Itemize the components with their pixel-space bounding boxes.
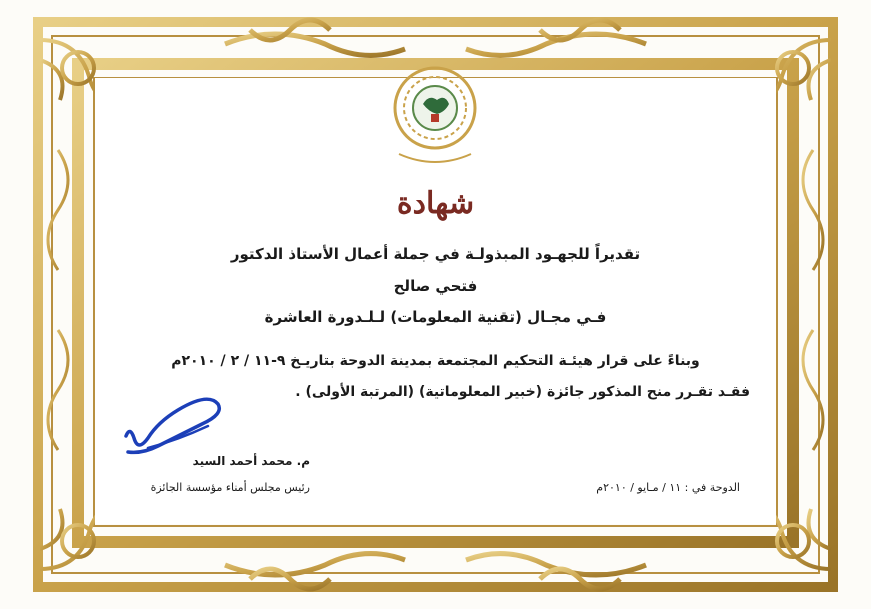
decision-line: وبناءً على قرار هيئـة التحكيم المجتمعة بمدينة الدوحة بتاريـخ ٩-١١ / ٢ / ٢٠١٠م [171, 353, 700, 369]
signer-name: م. محمد أحمد السيد [192, 454, 310, 468]
award-emblem-icon [385, 62, 485, 172]
signature-icon [118, 392, 228, 462]
place-and-date: الدوحة في : ١١ / مـايو / ٢٠١٠م [596, 481, 740, 494]
award-line: فقـد تقـرر منح المذكور جائزة (خبير المعلوماتية) (المرتبة الأولى) . [295, 384, 750, 400]
recipient-name: فتحي صالح [393, 277, 478, 295]
appreciation-line: تقديراً للجهـود المبذولـة في جملة أعمال الأستاذ الدكتور [230, 245, 641, 263]
signer-title: رئيس مجلس أمناء مؤسسة الجائزة [150, 481, 310, 494]
certificate-title: شهادة [396, 186, 475, 221]
field-line: فـي مجـال (تقنية المعلومات) لـلـدورة العاشرة [264, 308, 607, 326]
